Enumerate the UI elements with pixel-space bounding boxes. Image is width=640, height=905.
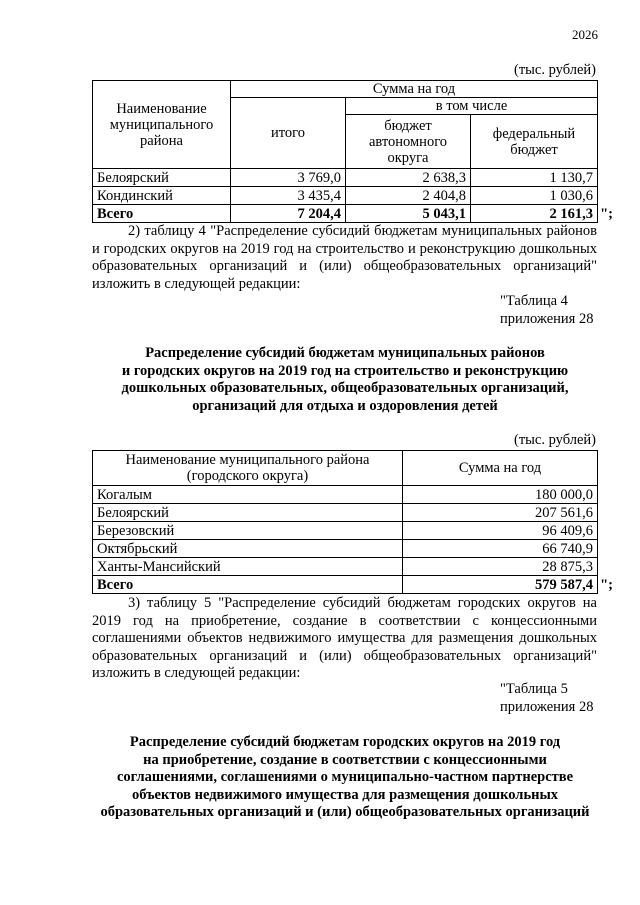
cell-name: Когалым (93, 486, 403, 504)
table-total-row (93, 576, 598, 594)
table4-reference (500, 293, 620, 328)
heading-line: Распределение субсидий бюджетам муниципальных районов (145, 345, 545, 361)
cell-value (403, 576, 613, 594)
cell-name: Кондинский (93, 187, 231, 205)
cell-value-text: 579 587,4 (535, 576, 593, 593)
cell-value: 28 875,3 (403, 558, 598, 576)
cell-fed: 1 030,6 (471, 187, 598, 205)
cell-name: Всего (93, 576, 403, 594)
table-row (93, 187, 598, 205)
closing-quote: "; (600, 206, 613, 222)
cell-name: Ханты-Мансийский (93, 558, 403, 576)
table2-header-sum: Сумма на год (403, 451, 598, 486)
table1-unit: (тыс. рублей) (514, 62, 596, 78)
table1-header-including: в том числе (346, 98, 598, 115)
table1-header-federal: федеральный бюджет (471, 115, 598, 169)
table-row (93, 540, 598, 558)
table2-header-name: Наименование муниципального района (городского округа) (93, 451, 403, 486)
cell-total: 7 204,4 (231, 205, 346, 223)
table1-header-sum: Сумма на год (231, 81, 598, 98)
page-number: 2026 (572, 27, 598, 42)
table-total-row (93, 205, 598, 223)
cell-value: 180 000,0 (403, 486, 598, 504)
table-row (93, 486, 598, 504)
heading-line: на приобретение, создание в соответствии с концессионными (143, 751, 547, 768)
cell-total: 3 769,0 (231, 169, 346, 187)
ref-line: приложения 28 (500, 698, 594, 715)
cell-ao: 5 043,1 (346, 205, 471, 223)
table1-header-name: Наименование муниципального района (93, 81, 231, 169)
cell-total: 3 435,4 (231, 187, 346, 205)
closing-quote: "; (600, 577, 613, 593)
cell-value: 96 409,6 (403, 522, 598, 540)
table5-heading (70, 734, 620, 822)
cell-name: Октябрьский (93, 540, 403, 558)
cell-ao: 2 638,3 (346, 169, 471, 187)
table-row (93, 504, 598, 522)
cell-value: 66 740,9 (403, 540, 598, 558)
heading-line: соглашениями, соглашениями о муниципально-частном партнерстве (116, 769, 574, 785)
cell-fed: 1 130,7 (471, 169, 598, 187)
table-row (93, 522, 598, 540)
table5-reference (500, 681, 620, 716)
cell-fed-value: 2 161,3 (549, 205, 593, 222)
cell-fed (471, 205, 613, 223)
heading-line: образовательных организаций и (или) общеобразовательных организаций (100, 804, 590, 820)
table2 (92, 450, 613, 594)
ref-line: "Таблица 5 (500, 681, 568, 697)
table4-heading (80, 345, 610, 415)
cell-name: Белоярский (93, 504, 403, 522)
paragraph-2: 2) таблицу 4 "Распределение субсидий бюджетам муниципальных районов и городских округов на 2019 год на строительство и реконструкцию дошкольных образовательных организаций и (или) общеобразовательных организаций" изложить в следующей редакции: (92, 223, 597, 292)
cell-value: 207 561,6 (403, 504, 598, 522)
heading-line: и городских округов на 2019 год на строительство и реконструкцию (121, 362, 569, 379)
heading-line: Распределение субсидий бюджетам городских округов на 2019 год (129, 734, 561, 750)
cell-ao: 2 404,8 (346, 187, 471, 205)
ref-line: приложения 28 (500, 310, 594, 327)
table2-wrapper (92, 450, 613, 594)
cell-name: Всего (93, 205, 231, 223)
table1-header-total: итого (231, 98, 346, 169)
table1-wrapper (92, 80, 613, 223)
heading-line: объектов недвижимого имущества для размещения дошкольных (131, 786, 559, 803)
table1-header-ao-budget: бюджет автономного округа (346, 115, 471, 169)
table2-unit: (тыс. рублей) (514, 432, 596, 448)
heading-line: дошкольных образовательных, общеобразовательных организаций, (121, 380, 569, 396)
table-row (93, 169, 598, 187)
ref-line: "Таблица 4 (500, 293, 568, 309)
table-row (93, 558, 598, 576)
paragraph-3: 3) таблицу 5 "Распределение субсидий бюджетам городских округов на 2019 год на приобретение, создание в соответствии с концессионными соглашениями объектов недвижимого имущества для размещения дошкольных образовательных организаций и (или) общеобразовательных организаций" изложить в следующей редакции: (92, 595, 597, 681)
cell-name: Березовский (93, 522, 403, 540)
cell-name: Белоярский (93, 169, 231, 187)
heading-line: организаций для отдыха и оздоровления детей (192, 397, 498, 414)
table1 (92, 80, 613, 223)
